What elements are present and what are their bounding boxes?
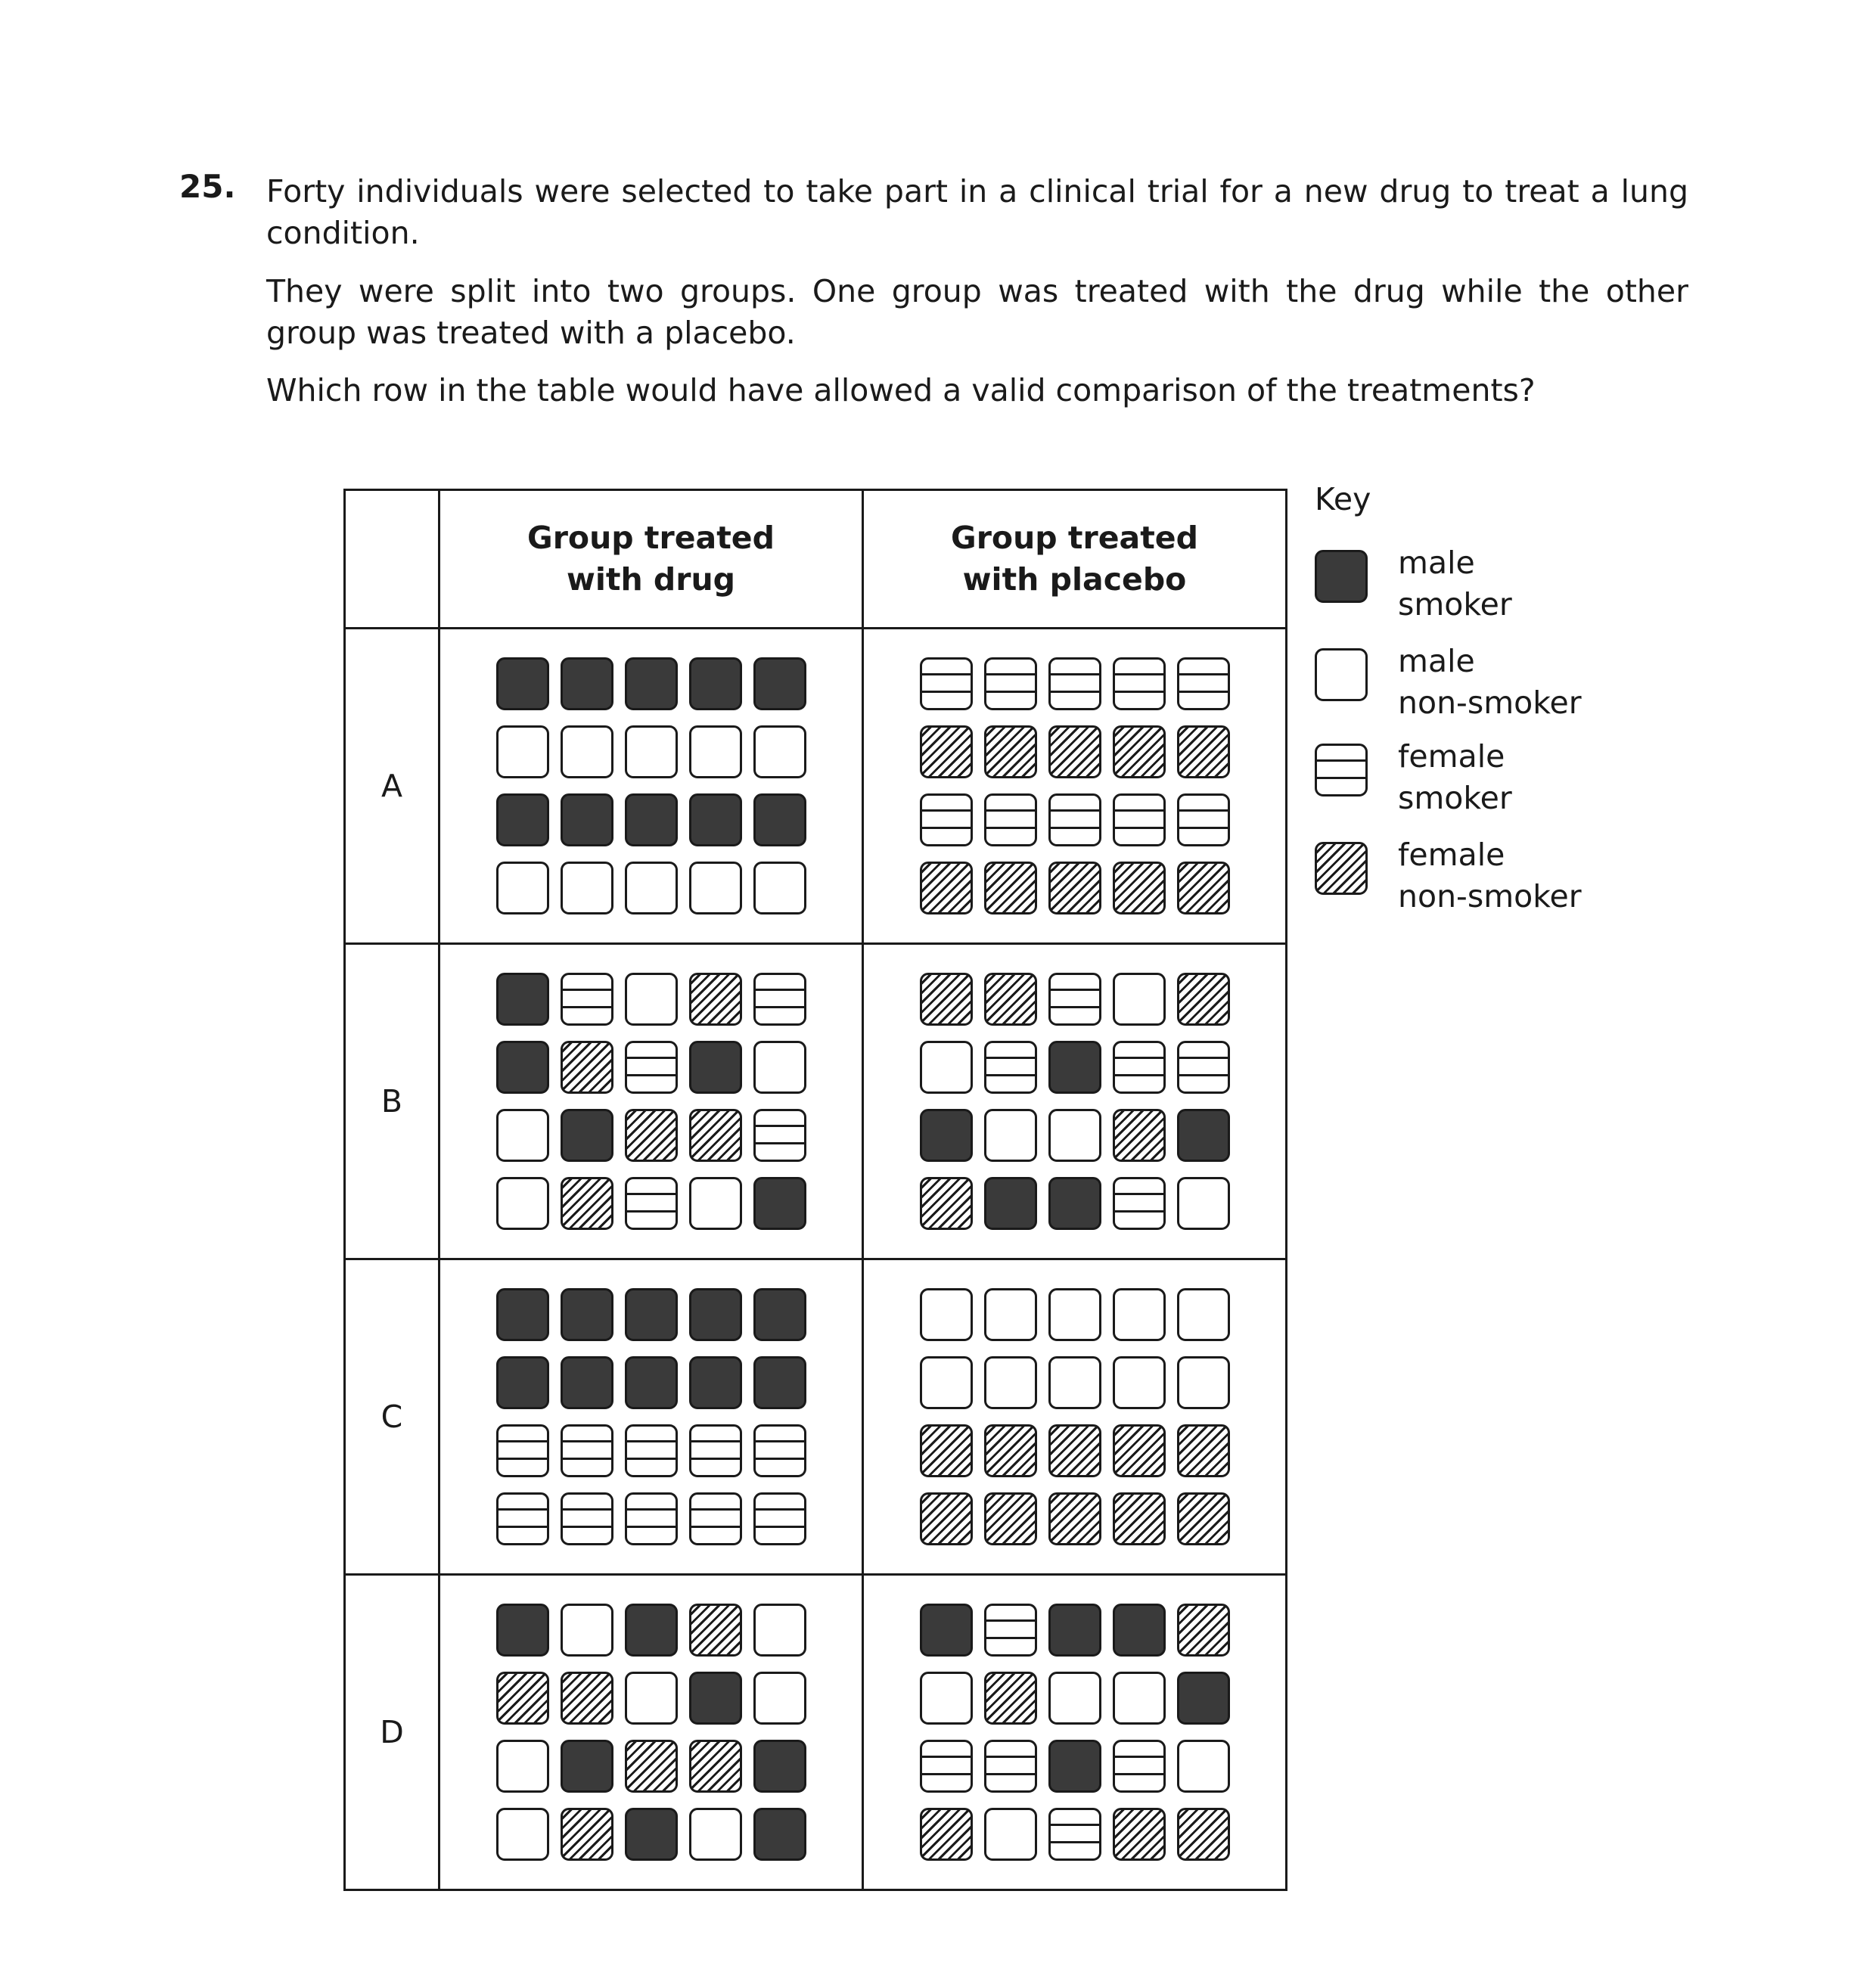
male-smoker-icon <box>561 1109 613 1162</box>
female-non-smoker-icon <box>920 1808 973 1861</box>
male-non-smoker-icon <box>1048 1672 1101 1725</box>
male-non-smoker-icon <box>753 1672 806 1725</box>
female-non-smoker-icon <box>984 862 1037 914</box>
male-non-smoker-icon <box>753 862 806 914</box>
female-non-smoker-icon <box>1048 862 1101 914</box>
female-smoker-icon <box>753 1424 806 1477</box>
female-smoker-icon <box>496 1424 549 1477</box>
male-non-smoker-icon <box>561 862 613 914</box>
female-smoker-icon <box>753 1109 806 1162</box>
female-non-smoker-icon <box>1048 1424 1101 1477</box>
male-smoker-icon <box>1177 1672 1230 1725</box>
male-non-smoker-icon <box>984 1109 1037 1162</box>
female-smoker-icon <box>753 973 806 1026</box>
table-row-b <box>345 944 1287 1259</box>
header-empty-cell <box>345 490 439 629</box>
female-smoker-icon <box>1048 1808 1101 1861</box>
female-smoker-icon <box>1113 1177 1166 1230</box>
male-non-smoker-icon <box>984 1288 1037 1341</box>
male-non-smoker-icon <box>1113 973 1166 1026</box>
female-non-smoker-icon <box>1048 725 1101 778</box>
male-smoker-icon <box>689 1041 742 1094</box>
male-non-smoker-icon <box>753 1041 806 1094</box>
male-smoker-icon <box>496 793 549 846</box>
male-non-smoker-icon <box>689 1177 742 1230</box>
male-non-smoker-icon <box>984 1808 1037 1861</box>
question-groups: They were split into two groups. One group was treated with the drug while the other group was treated with a placebo. <box>266 273 1688 351</box>
female-non-smoker-icon <box>496 1672 549 1725</box>
male-non-smoker-icon <box>1048 1109 1101 1162</box>
placebo-cell <box>863 629 1287 944</box>
male-smoker-icon <box>1048 1740 1101 1793</box>
answer-table <box>343 489 1287 1891</box>
male-non-smoker-icon <box>561 725 613 778</box>
female-non-smoker-icon <box>1113 1424 1166 1477</box>
key-label: male smoker <box>1398 545 1512 623</box>
male-non-smoker-icon <box>1048 1356 1101 1409</box>
male-non-smoker-icon <box>625 973 678 1026</box>
female-smoker-icon <box>984 1041 1037 1094</box>
male-non-smoker-icon <box>1113 1356 1166 1409</box>
female-smoker-icon <box>561 973 613 1026</box>
drug-icon-grid <box>440 1604 862 1861</box>
male-non-smoker-icon <box>496 1177 549 1230</box>
table-row-d <box>345 1575 1287 1890</box>
male-smoker-icon <box>753 1740 806 1793</box>
female-smoker-icon <box>1177 793 1230 846</box>
male-smoker-icon <box>625 1288 678 1341</box>
female-non-smoker-icon <box>1177 1492 1230 1545</box>
female-smoker-icon <box>625 1424 678 1477</box>
female-non-smoker-icon <box>1177 973 1230 1026</box>
key-label: female smoker <box>1398 738 1512 816</box>
male-non-smoker-icon <box>753 725 806 778</box>
header-drug-group: Group treated with drug <box>439 490 863 629</box>
male-smoker-icon <box>753 1808 806 1861</box>
male-smoker-icon <box>920 1604 973 1657</box>
female-smoker-icon <box>561 1424 613 1477</box>
male-non-smoker-icon <box>496 725 549 778</box>
drug-icon-grid <box>440 973 862 1230</box>
female-non-smoker-icon <box>689 973 742 1026</box>
male-smoker-icon <box>561 657 613 710</box>
male-non-smoker-icon <box>625 862 678 914</box>
male-non-smoker-icon <box>984 1356 1037 1409</box>
placebo-icon-grid <box>864 1604 1285 1861</box>
male-non-smoker-icon <box>496 1808 549 1861</box>
female-smoker-icon <box>1113 657 1166 710</box>
female-non-smoker-icon <box>1177 862 1230 914</box>
female-smoker-icon <box>1113 1041 1166 1094</box>
male-smoker-icon <box>1048 1177 1101 1230</box>
female-smoker-icon <box>984 793 1037 846</box>
male-smoker-icon <box>920 1109 973 1162</box>
female-non-smoker-icon <box>1177 1604 1230 1657</box>
male-non-smoker-icon <box>561 1604 613 1657</box>
male-non-smoker-icon <box>920 1041 973 1094</box>
female-smoker-icon <box>920 793 973 846</box>
drug-icon-grid <box>440 657 862 914</box>
male-smoker-icon <box>753 1177 806 1230</box>
female-non-smoker-icon <box>1177 725 1230 778</box>
male-non-smoker-icon <box>496 1740 549 1793</box>
row-label: D <box>345 1575 439 1890</box>
female-smoker-icon <box>1048 973 1101 1026</box>
female-non-smoker-icon <box>920 973 973 1026</box>
male-non-smoker-icon <box>689 1808 742 1861</box>
female-smoker-icon <box>689 1424 742 1477</box>
female-non-smoker-icon <box>561 1041 613 1094</box>
male-smoker-icon <box>1177 1109 1230 1162</box>
male-smoker-icon <box>1113 1604 1166 1657</box>
female-non-smoker-icon <box>689 1604 742 1657</box>
female-non-smoker-icon <box>561 1808 613 1861</box>
male-non-smoker-icon <box>1113 1288 1166 1341</box>
male-non-smoker-icon <box>1048 1288 1101 1341</box>
row-label: B <box>345 944 439 1259</box>
female-smoker-icon <box>984 1604 1037 1657</box>
placebo-cell <box>863 1259 1287 1575</box>
drug-cell <box>439 1575 863 1890</box>
key-label: female non-smoker <box>1398 837 1582 914</box>
female-smoker-icon <box>920 1740 973 1793</box>
female-non-smoker-icon <box>1113 1492 1166 1545</box>
female-smoker-icon <box>1113 1740 1166 1793</box>
male-non-smoker-icon <box>689 725 742 778</box>
male-smoker-icon <box>561 1288 613 1341</box>
female-non-smoker-icon <box>1113 862 1166 914</box>
male-smoker-icon <box>625 1356 678 1409</box>
male-smoker-icon <box>689 1288 742 1341</box>
drug-cell <box>439 944 863 1259</box>
drug-cell <box>439 629 863 944</box>
male-smoker-icon <box>625 657 678 710</box>
female-non-smoker-icon <box>1113 1109 1166 1162</box>
female-non-smoker-icon <box>984 1492 1037 1545</box>
male-smoker-icon <box>561 793 613 846</box>
female-smoker-icon <box>561 1492 613 1545</box>
male-non-smoker-icon <box>920 1288 973 1341</box>
female-smoker-icon <box>1113 793 1166 846</box>
diagonal-hatch-square-icon <box>1315 842 1368 895</box>
male-smoker-icon <box>753 1356 806 1409</box>
male-smoker-icon <box>753 1288 806 1341</box>
female-non-smoker-icon <box>625 1109 678 1162</box>
empty-square-icon <box>1315 648 1368 701</box>
male-non-smoker-icon <box>689 862 742 914</box>
question-intro: Forty individuals were selected to take part in a clinical trial for a new drug to treat a lung condition. <box>266 173 1688 251</box>
question-number: 25. <box>179 168 236 205</box>
male-smoker-icon <box>753 657 806 710</box>
placebo-icon-grid <box>864 657 1285 914</box>
female-non-smoker-icon <box>984 973 1037 1026</box>
male-non-smoker-icon <box>1113 1672 1166 1725</box>
female-non-smoker-icon <box>1177 1808 1230 1861</box>
male-non-smoker-icon <box>496 862 549 914</box>
female-smoker-icon <box>1048 793 1101 846</box>
male-smoker-icon <box>496 1288 549 1341</box>
female-non-smoker-icon <box>1113 1808 1166 1861</box>
female-smoker-icon <box>984 1740 1037 1793</box>
male-non-smoker-icon <box>1177 1177 1230 1230</box>
female-non-smoker-icon <box>1177 1424 1230 1477</box>
row-label: C <box>345 1259 439 1575</box>
male-smoker-icon <box>1048 1604 1101 1657</box>
male-smoker-icon <box>561 1740 613 1793</box>
table-row-a <box>345 629 1287 944</box>
male-smoker-icon <box>496 973 549 1026</box>
female-non-smoker-icon <box>625 1740 678 1793</box>
question-prompt: Which row in the table would have allowed a valid comparison of the treatments? <box>266 372 1536 408</box>
female-smoker-icon <box>625 1041 678 1094</box>
row-label: A <box>345 629 439 944</box>
female-smoker-icon <box>920 657 973 710</box>
female-non-smoker-icon <box>920 1492 973 1545</box>
female-non-smoker-icon <box>689 1740 742 1793</box>
table-header-row <box>345 490 1287 629</box>
horizontal-lines-square-icon <box>1315 744 1368 796</box>
male-non-smoker-icon <box>625 725 678 778</box>
male-non-smoker-icon <box>1177 1356 1230 1409</box>
male-smoker-icon <box>689 1672 742 1725</box>
male-smoker-icon <box>689 793 742 846</box>
female-smoker-icon <box>1177 657 1230 710</box>
female-non-smoker-icon <box>689 1109 742 1162</box>
male-smoker-icon <box>625 1604 678 1657</box>
male-non-smoker-icon <box>625 1672 678 1725</box>
placebo-cell <box>863 944 1287 1259</box>
male-non-smoker-icon <box>920 1356 973 1409</box>
male-smoker-icon <box>496 1356 549 1409</box>
female-non-smoker-icon <box>920 725 973 778</box>
male-smoker-icon <box>1048 1041 1101 1094</box>
female-non-smoker-icon <box>561 1177 613 1230</box>
placebo-icon-grid <box>864 973 1285 1230</box>
male-non-smoker-icon <box>920 1672 973 1725</box>
male-non-smoker-icon <box>753 1604 806 1657</box>
female-smoker-icon <box>984 657 1037 710</box>
female-non-smoker-icon <box>1048 1492 1101 1545</box>
placebo-cell <box>863 1575 1287 1890</box>
female-smoker-icon <box>496 1492 549 1545</box>
drug-cell <box>439 1259 863 1575</box>
female-non-smoker-icon <box>984 1672 1037 1725</box>
female-smoker-icon <box>689 1492 742 1545</box>
female-non-smoker-icon <box>920 1177 973 1230</box>
male-smoker-icon <box>496 1041 549 1094</box>
male-smoker-icon <box>561 1356 613 1409</box>
female-smoker-icon <box>753 1492 806 1545</box>
male-smoker-icon <box>753 793 806 846</box>
female-non-smoker-icon <box>920 1424 973 1477</box>
male-non-smoker-icon <box>1177 1740 1230 1793</box>
female-smoker-icon <box>625 1177 678 1230</box>
header-placebo-group: Group treated with placebo <box>863 490 1287 629</box>
drug-icon-grid <box>440 1288 862 1545</box>
key-title: Key <box>1315 481 1371 517</box>
filled-dark-square-icon <box>1315 550 1368 603</box>
male-smoker-icon <box>689 657 742 710</box>
male-smoker-icon <box>496 657 549 710</box>
male-smoker-icon <box>625 1808 678 1861</box>
female-smoker-icon <box>1177 1041 1230 1094</box>
female-non-smoker-icon <box>984 725 1037 778</box>
male-non-smoker-icon <box>496 1109 549 1162</box>
female-non-smoker-icon <box>1113 725 1166 778</box>
male-smoker-icon <box>689 1356 742 1409</box>
female-smoker-icon <box>625 1492 678 1545</box>
table-row-c <box>345 1259 1287 1575</box>
female-non-smoker-icon <box>920 862 973 914</box>
female-smoker-icon <box>1048 657 1101 710</box>
male-smoker-icon <box>496 1604 549 1657</box>
placebo-icon-grid <box>864 1288 1285 1545</box>
male-smoker-icon <box>984 1177 1037 1230</box>
female-non-smoker-icon <box>561 1672 613 1725</box>
key-label: male non-smoker <box>1398 643 1582 721</box>
male-non-smoker-icon <box>1177 1288 1230 1341</box>
male-smoker-icon <box>625 793 678 846</box>
female-non-smoker-icon <box>984 1424 1037 1477</box>
